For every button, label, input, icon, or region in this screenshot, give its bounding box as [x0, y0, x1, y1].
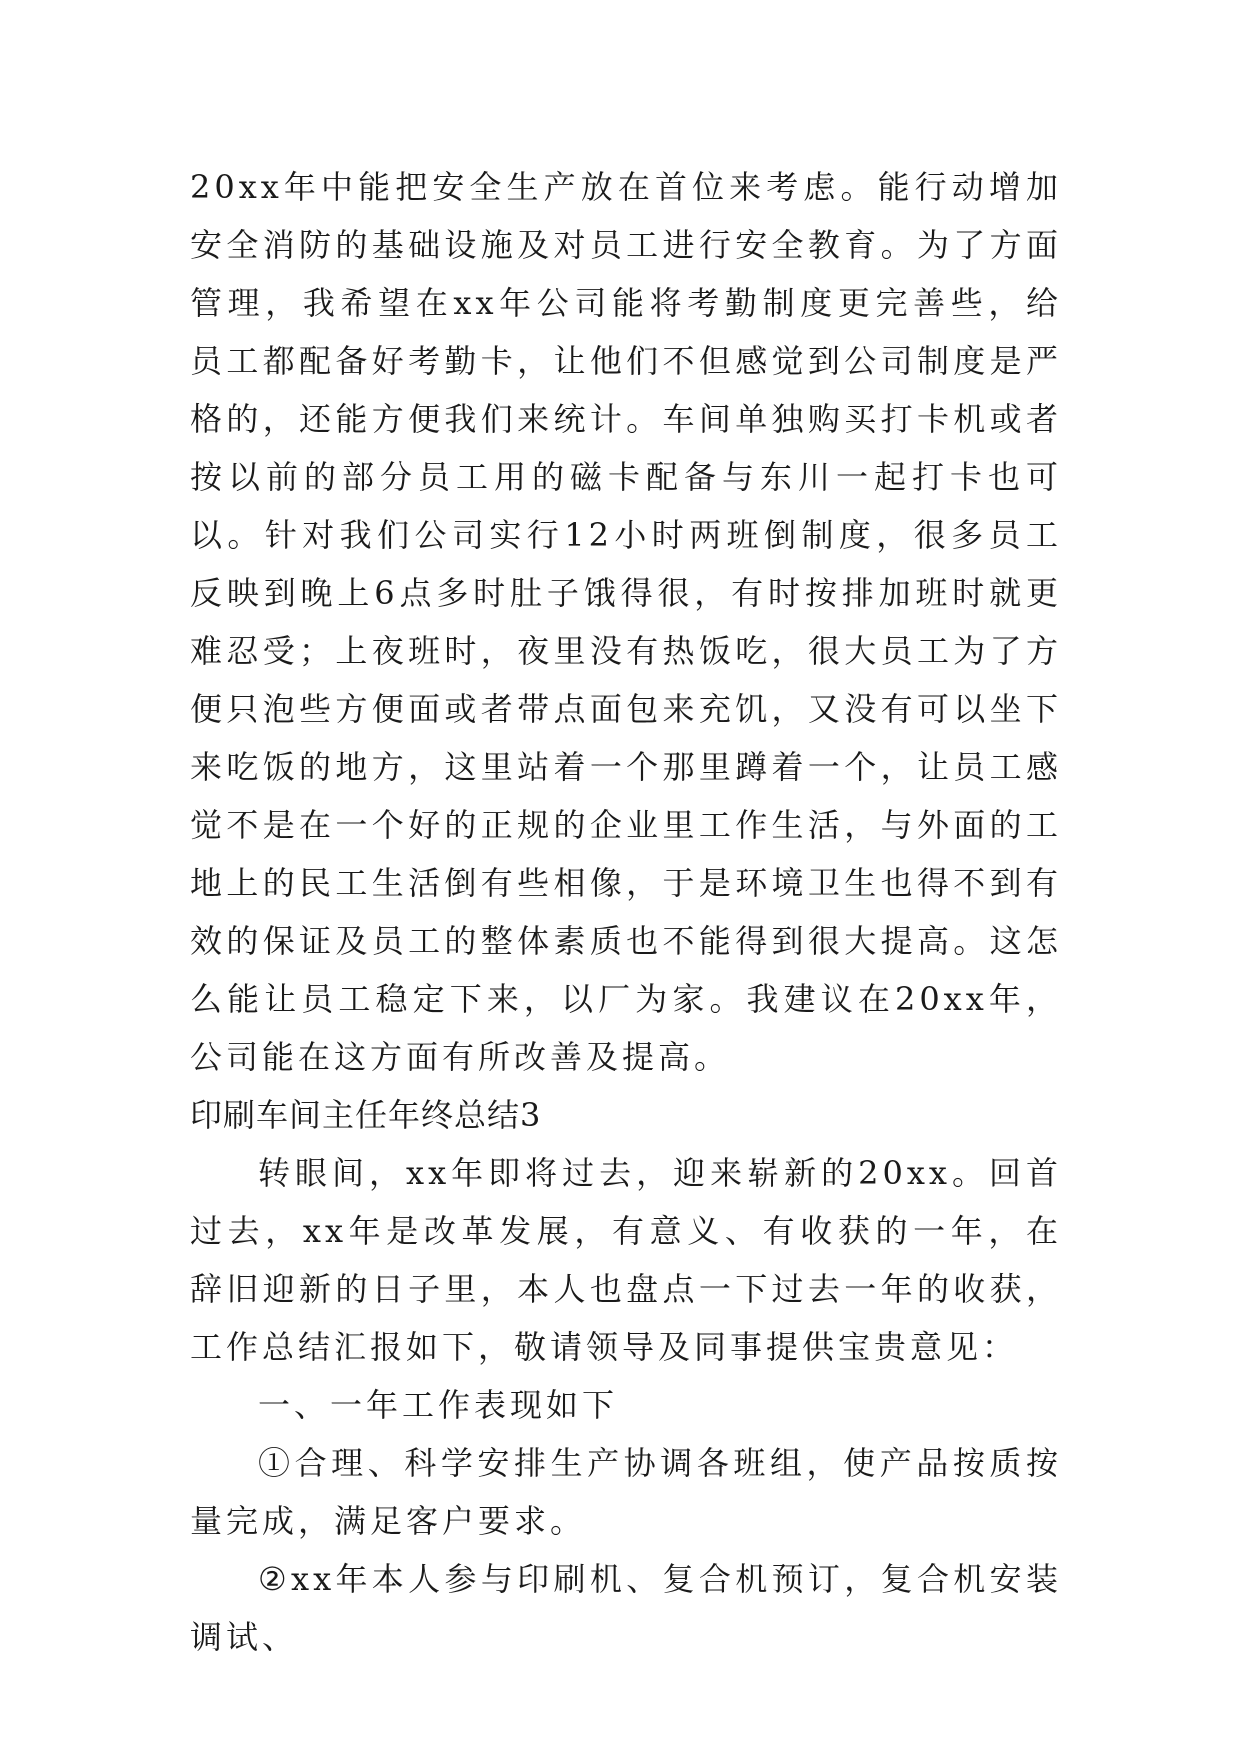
subheading: 一、一年工作表现如下	[258, 1386, 619, 1424]
list-item-2: ②xx年本人参与印刷机、复合机预订，复合机安装调试、	[190, 1560, 1062, 1656]
document-body	[190, 158, 1062, 1666]
continued-paragraph: 20xx年中能把安全生产放在首位来考虑。能行动增加安全消防的基础设施及对员工进行安全教育。为了方面管理，我希望在xx年公司能将考勤制度更完善些，给员工都配备好考勤卡，让他们不但感觉到公司制度是严格的，还能方便我们来统计。车间单独购买打卡机或者按以前的部分员工用的磁卡配备与东川一起打卡也可以。针对我们公司实行12小时两班倒制度，很多员工反映到晚上6点多时肚子饿得很，有时按排加班时就更难忍受；上夜班时，夜里没有热饭吃，很大员工为了方便只泡些方便面或者带点面包来充饥，又没有可以坐下来吃饭的地方，这里站着一个那里蹲着一个，让员工感觉不是在一个好的正规的企业里工作生活，与外面的工地上的民工生活倒有些相像，于是环境卫生也得不到有效的保证及员工的整体素质也不能得到很大提高。这怎么能让员工稳定下来，以厂为家。我建议在20xx年，公司能在这方面有所改善及提高。	[190, 168, 1062, 1076]
section-title: 印刷车间主任年终总结3	[190, 1096, 542, 1134]
list-item-1: ①合理、科学安排生产协调各班组，使产品按质按量完成，满足客户要求。	[190, 1444, 1062, 1540]
intro-paragraph: 转眼间，xx年即将过去，迎来崭新的20xx。回首过去，xx年是改革发展，有意义、有收获的一年，在辞旧迎新的日子里，本人也盘点一下过去一年的收获，工作总结汇报如下，敬请领导及同事提供宝贵意见：	[190, 1154, 1062, 1366]
